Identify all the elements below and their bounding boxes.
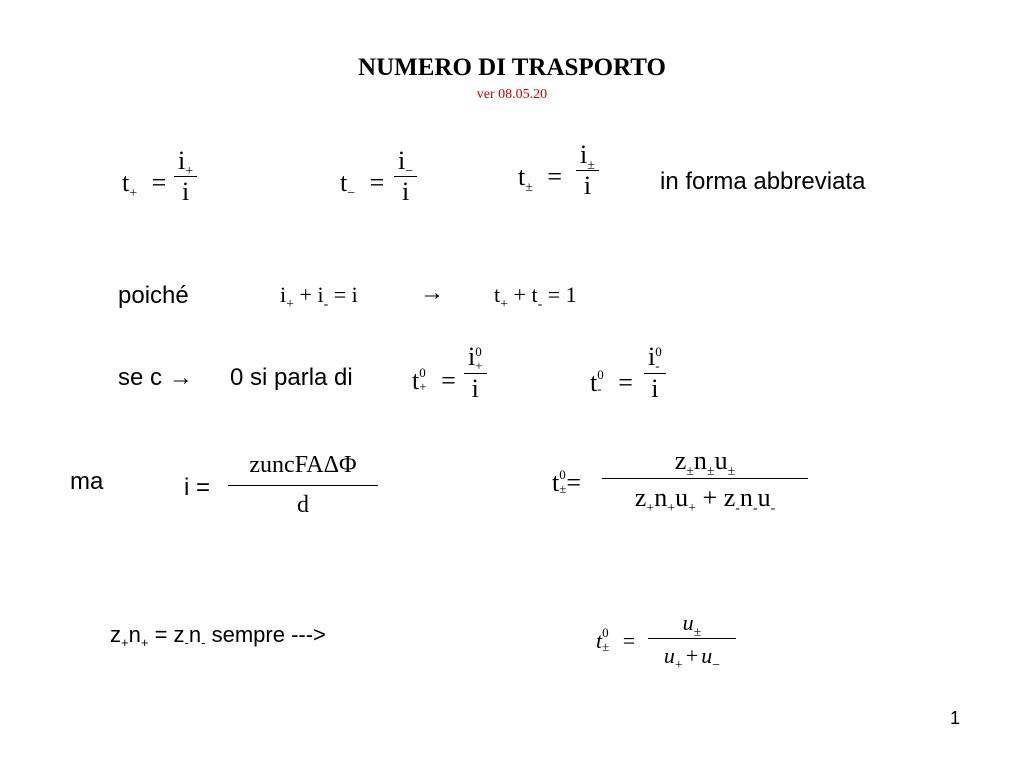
version-label: ver 08.05.20 [476, 87, 548, 102]
se-c-label: se c → [118, 364, 193, 391]
si-parla-label: 0 si parla di [230, 364, 353, 391]
formula-t-pm-fraction: $i_\pm$ i [576, 140, 599, 201]
page-number: 1 [950, 708, 961, 728]
formula-t0-pm-lhs: t 0 ± = [552, 467, 582, 497]
formula-t0-mobility-fraction: $u_\pm$ $u_+ + u_-$ [648, 610, 736, 669]
page-title: NUMERO DI TRASPORTO [358, 54, 666, 81]
formula-t-plus-fraction: $i_+$ i [174, 146, 197, 207]
formula-t-pm-lhs: $t_\pm$ = [518, 162, 563, 195]
poiche-label: poiché [118, 282, 189, 309]
formula-t0-minus-fraction: i 0 - i [644, 342, 666, 404]
current-i-eq: i = [184, 474, 211, 501]
current-fraction: zuncFAΔΦ d [228, 452, 378, 519]
current-sum-equation: $i_+ + i_- = i$ [280, 282, 358, 312]
abbreviated-note: in forma abbreviata [660, 168, 866, 195]
formula-t0-plus-lhs: t 0 + = [412, 365, 456, 395]
zn-equality-statement: $z_+n_+ = z_-n_-$ sempre ---> [110, 622, 326, 650]
formula-t-minus-lhs: $t_-$ = [340, 168, 385, 201]
formula-t-minus-fraction: $i_-$ i [394, 146, 417, 207]
formula-t-plus-lhs: $t_+$ = [122, 168, 167, 201]
transport-sum-equation: $t_+ + t_- = 1$ [494, 282, 577, 312]
formula-t0-pm-fraction: $z_\pm n_\pm u_\pm$ $z_+n_+u_+ + z_-n_-u_-$ [602, 446, 808, 513]
formula-t0-plus-fraction: i 0 + i [464, 342, 487, 404]
formula-t0-mobility-lhs: t 0 ± = [596, 624, 636, 654]
implies-arrow: → [420, 280, 444, 306]
formula-t0-minus-lhs: t 0 - = [590, 367, 633, 397]
ma-label: ma [70, 468, 104, 495]
